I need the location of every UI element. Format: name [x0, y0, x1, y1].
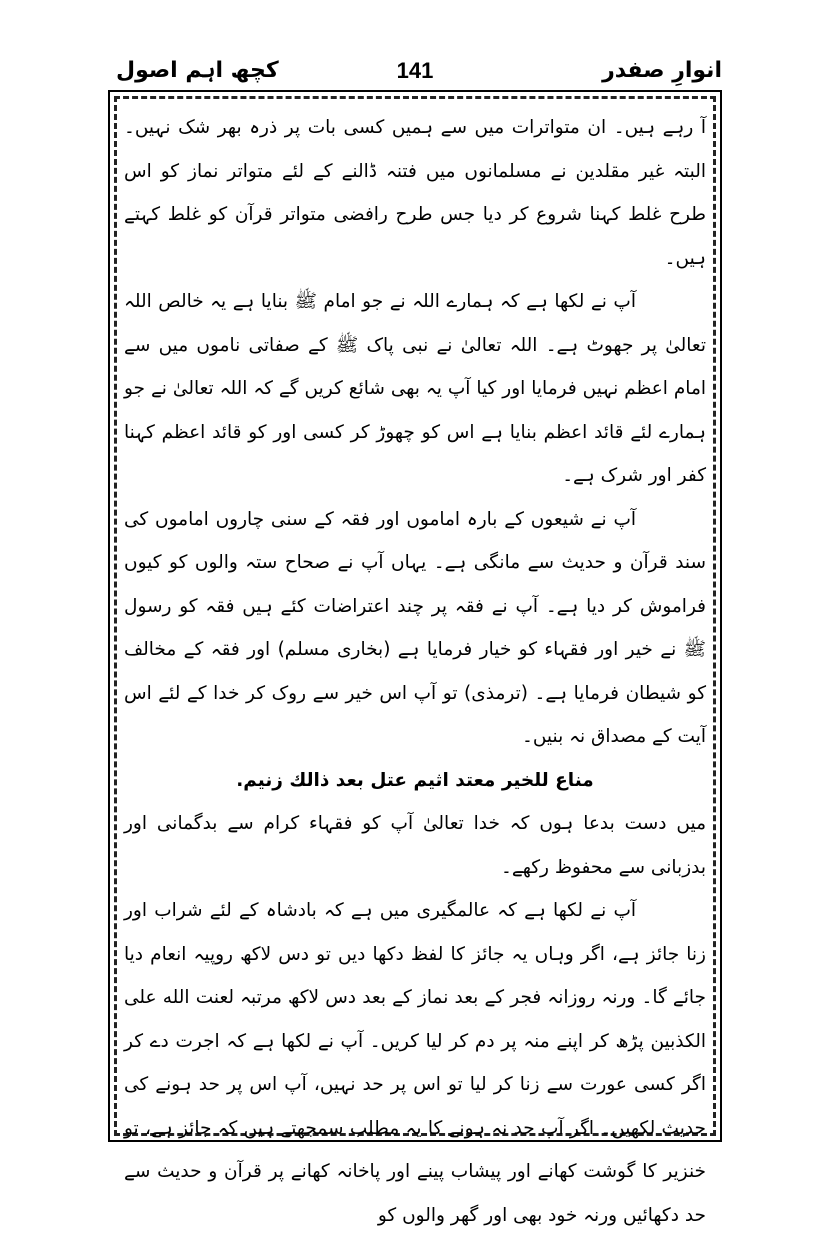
paragraph-alamgiri: آپ نے لکھا ہے کہ عالمگیری میں ہے کہ بادشاہ کے لئے شراب اور زنا جائز ہے، اگر وہاں یہ جائز کا لفظ دکھا دیں تو دس لاکھ روپیہ انعام دیا جائے گا۔ ورنہ روزانہ فجر کے بعد نماز کے بعد دس لاکھ مرتبہ لعنت الله على الكذبين پڑھ کر اپنے منہ پر دم کر لیا کریں۔ آپ نے لکھا ہے کہ اجرت دے کر اگر کسی عورت سے زنا کر لیا تو اس پر حد نہیں، آپ اس پر حد ہونے کی حدیث لکھیں۔ اگر آپ حد نہ ہونے کا یہ مطلب سمجھتے ہیں کہ جائز ہے، تو خنزیر کا گوشت کھانے اور پیشاب پینے اور پاخانہ کھانے پر قرآن و حدیث سے حد دکھائیں ورنہ خود بھی اور گھر والوں کو [124, 900, 706, 1226]
page-border [108, 90, 722, 1226]
section-title: کچھ اہم اصول [116, 58, 279, 83]
page-number: 141 [396, 58, 434, 83]
page-body [124, 106, 706, 1226]
paragraph-imam: آپ نے لکھا ہے کہ ہمارے اللہ نے جو امام ﷺ بنایا ہے یہ خالص اللہ تعالیٰ پر جھوٹ ہے۔ اللہ تعالیٰ نے نبی پاک ﷺ کے صفاتی ناموں میں سے امام اعظم نہیں فرمایا اور کیا آپ یہ بھی شائع کریں گے کہ اللہ تعالیٰ نے جو ہمارے لئے قائد اعظم بنایا ہے اس کو چھوڑ کر کسی اور کو قائد اعظم کہنا کفر اور شرک ہے۔ [124, 291, 706, 486]
paragraph-continuation: آ رہے ہیں۔ ان متواترات میں سے ہمیں کسی بات پر ذرہ بھر شک نہیں۔ البتہ غیر مقلدین نے مسلمانوں میں فتنہ ڈالنے کے لئے متواتر نماز کو اس طرح غلط کہنا شروع کر دیا جس طرح رافضی متواتر قرآن کو غلط کہتے ہیں۔ [124, 117, 706, 269]
page-header [108, 58, 722, 88]
quran-verse: مناع للخير معتد اثيم عتل بعد ذالك زنيم. [236, 769, 594, 791]
paragraph-prayer: میں دست بدعا ہوں کہ خدا تعالیٰ آپ کو فقہاء کرام سے بدگمانی اور بدزبانی سے محفوظ رکھے۔ [124, 813, 706, 878]
book-title: انوارِ صفدر [602, 58, 722, 83]
paragraph-fiqh: آپ نے شیعوں کے بارہ اماموں اور فقہ کے سنی چاروں اماموں کی سند قرآن و حدیث سے مانگی ہے۔ یہاں آپ نے صحاح ستہ والوں کو کیوں فراموش کر دیا ہے۔ آپ نے فقہ پر چند اعتراضات کئے ہیں فقہ کو رسول ﷺ نے خیر اور فقہاء کو خیار فرمایا ہے (بخاری مسلم) اور فقہ کے مخالف کو شیطان فرمایا ہے۔ (ترمذی) تو آپ اس خیر سے روک کر خدا کے لئے اس آیت کے مصداق نہ بنیں۔ [124, 508, 706, 747]
